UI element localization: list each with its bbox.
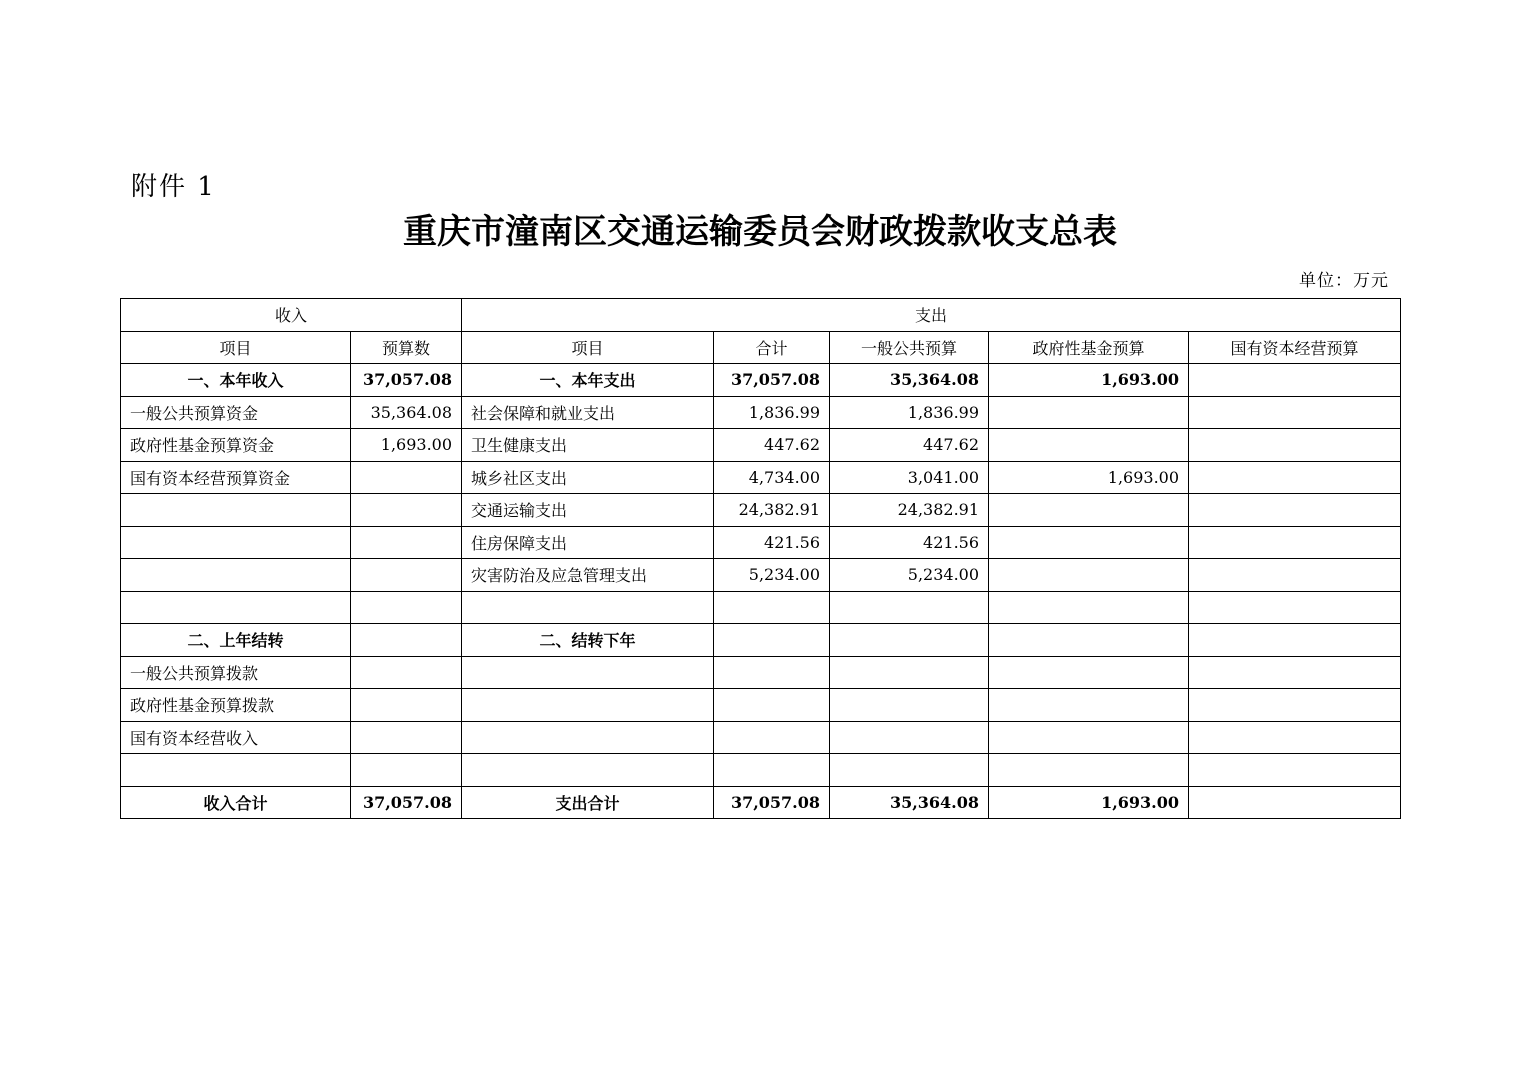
header-row-columns xyxy=(121,331,1401,364)
gov-fund-cell xyxy=(989,429,1189,462)
general-budget-cell: 447.62 xyxy=(830,429,989,462)
expense-item-cell xyxy=(462,754,714,787)
income-item-cell: 一、本年收入 xyxy=(121,364,351,397)
general-budget-cell: 3,041.00 xyxy=(830,461,989,494)
income-item-cell xyxy=(121,559,351,592)
income-item-cell: 国有资本经营预算资金 xyxy=(121,461,351,494)
expense-item-cell: 交通运输支出 xyxy=(462,494,714,527)
general-budget-cell xyxy=(830,754,989,787)
table-row xyxy=(121,689,1401,722)
total-cell: 37,057.08 xyxy=(714,364,830,397)
state-capital-cell xyxy=(1189,526,1401,559)
income-amount-cell xyxy=(351,591,462,624)
expense-item-cell: 住房保障支出 xyxy=(462,526,714,559)
total-cell: 421.56 xyxy=(714,526,830,559)
state-capital-total xyxy=(1189,786,1401,819)
table-row xyxy=(121,559,1401,592)
gov-fund-cell: 1,693.00 xyxy=(989,364,1189,397)
income-item-cell xyxy=(121,754,351,787)
gov-fund-cell xyxy=(989,754,1189,787)
table-row xyxy=(121,494,1401,527)
state-capital-cell xyxy=(1189,429,1401,462)
table-row xyxy=(121,721,1401,754)
table-row xyxy=(121,754,1401,787)
income-item-cell: 一般公共预算资金 xyxy=(121,396,351,429)
general-budget-cell xyxy=(830,689,989,722)
gov-fund-cell xyxy=(989,559,1189,592)
state-capital-cell xyxy=(1189,656,1401,689)
expense-item-cell: 灾害防治及应急管理支出 xyxy=(462,559,714,592)
income-amount-cell xyxy=(351,624,462,657)
income-amount-cell: 37,057.08 xyxy=(351,364,462,397)
income-section-header: 收入 xyxy=(121,299,462,332)
gov-fund-cell xyxy=(989,591,1189,624)
state-capital-cell xyxy=(1189,396,1401,429)
income-item-cell xyxy=(121,494,351,527)
expense-total-amount: 37,057.08 xyxy=(714,786,830,819)
state-capital-cell xyxy=(1189,754,1401,787)
gov-fund-cell xyxy=(989,689,1189,722)
table-row xyxy=(121,656,1401,689)
gov-fund-cell xyxy=(989,396,1189,429)
gov-fund-cell xyxy=(989,656,1189,689)
gov-fund-cell xyxy=(989,624,1189,657)
income-item-cell: 政府性基金预算资金 xyxy=(121,429,351,462)
total-cell xyxy=(714,721,830,754)
expense-item-header: 项目 xyxy=(462,331,714,364)
state-capital-cell xyxy=(1189,461,1401,494)
total-cell xyxy=(714,624,830,657)
general-budget-cell: 5,234.00 xyxy=(830,559,989,592)
income-item-cell: 一般公共预算拨款 xyxy=(121,656,351,689)
state-capital-cell xyxy=(1189,559,1401,592)
general-budget-cell xyxy=(830,656,989,689)
income-total-label: 收入合计 xyxy=(121,786,351,819)
income-item-cell xyxy=(121,526,351,559)
table-row xyxy=(121,591,1401,624)
expense-item-cell xyxy=(462,591,714,624)
attachment-label: 附件 1 xyxy=(131,172,216,202)
table-row xyxy=(121,526,1401,559)
table-row xyxy=(121,364,1401,397)
income-amount-cell xyxy=(351,656,462,689)
gov-fund-cell: 1,693.00 xyxy=(989,461,1189,494)
general-budget-cell: 35,364.08 xyxy=(830,364,989,397)
state-capital-budget-header: 国有资本经营预算 xyxy=(1189,331,1401,364)
expense-item-cell: 卫生健康支出 xyxy=(462,429,714,462)
state-capital-cell xyxy=(1189,624,1401,657)
gov-fund-budget-header: 政府性基金预算 xyxy=(989,331,1189,364)
state-capital-cell xyxy=(1189,494,1401,527)
table-row xyxy=(121,429,1401,462)
income-total-amount: 37,057.08 xyxy=(351,786,462,819)
general-budget-total: 35,364.08 xyxy=(830,786,989,819)
income-budget-header: 预算数 xyxy=(351,331,462,364)
expense-item-cell: 社会保障和就业支出 xyxy=(462,396,714,429)
total-cell xyxy=(714,754,830,787)
income-amount-cell: 35,364.08 xyxy=(351,396,462,429)
total-cell: 4,734.00 xyxy=(714,461,830,494)
income-amount-cell xyxy=(351,461,462,494)
total-cell: 447.62 xyxy=(714,429,830,462)
income-amount-cell xyxy=(351,689,462,722)
income-amount-cell xyxy=(351,526,462,559)
general-budget-cell xyxy=(830,721,989,754)
general-budget-cell xyxy=(830,591,989,624)
page-title: 重庆市潼南区交通运输委员会财政拨款收支总表 xyxy=(403,212,1117,252)
total-header: 合计 xyxy=(714,331,830,364)
income-item-cell xyxy=(121,591,351,624)
income-amount-cell xyxy=(351,721,462,754)
expense-item-cell xyxy=(462,656,714,689)
expense-item-cell: 一、本年支出 xyxy=(462,364,714,397)
table-row xyxy=(121,396,1401,429)
totals-row xyxy=(121,786,1401,819)
state-capital-cell xyxy=(1189,364,1401,397)
general-budget-cell: 24,382.91 xyxy=(830,494,989,527)
general-budget-cell: 1,836.99 xyxy=(830,396,989,429)
unit-label: 单位：万元 xyxy=(1299,271,1389,291)
total-cell xyxy=(714,591,830,624)
expense-section-header: 支出 xyxy=(462,299,1401,332)
total-cell xyxy=(714,689,830,722)
income-item-cell: 二、上年结转 xyxy=(121,624,351,657)
expense-item-cell: 二、结转下年 xyxy=(462,624,714,657)
expense-total-label: 支出合计 xyxy=(462,786,714,819)
income-amount-cell xyxy=(351,754,462,787)
table-row xyxy=(121,461,1401,494)
gov-fund-cell xyxy=(989,721,1189,754)
income-amount-cell xyxy=(351,494,462,527)
income-item-cell: 国有资本经营收入 xyxy=(121,721,351,754)
total-cell: 1,836.99 xyxy=(714,396,830,429)
income-item-header: 项目 xyxy=(121,331,351,364)
general-budget-cell: 421.56 xyxy=(830,526,989,559)
state-capital-cell xyxy=(1189,689,1401,722)
gov-fund-total: 1,693.00 xyxy=(989,786,1189,819)
budget-table xyxy=(120,298,1401,819)
expense-item-cell xyxy=(462,721,714,754)
total-cell: 24,382.91 xyxy=(714,494,830,527)
income-item-cell: 政府性基金预算拨款 xyxy=(121,689,351,722)
gov-fund-cell xyxy=(989,494,1189,527)
income-amount-cell xyxy=(351,559,462,592)
header-row-sections xyxy=(121,299,1401,332)
state-capital-cell xyxy=(1189,591,1401,624)
general-budget-header: 一般公共预算 xyxy=(830,331,989,364)
total-cell xyxy=(714,656,830,689)
total-cell: 5,234.00 xyxy=(714,559,830,592)
table-row xyxy=(121,624,1401,657)
gov-fund-cell xyxy=(989,526,1189,559)
income-amount-cell: 1,693.00 xyxy=(351,429,462,462)
state-capital-cell xyxy=(1189,721,1401,754)
general-budget-cell xyxy=(830,624,989,657)
expense-item-cell: 城乡社区支出 xyxy=(462,461,714,494)
expense-item-cell xyxy=(462,689,714,722)
